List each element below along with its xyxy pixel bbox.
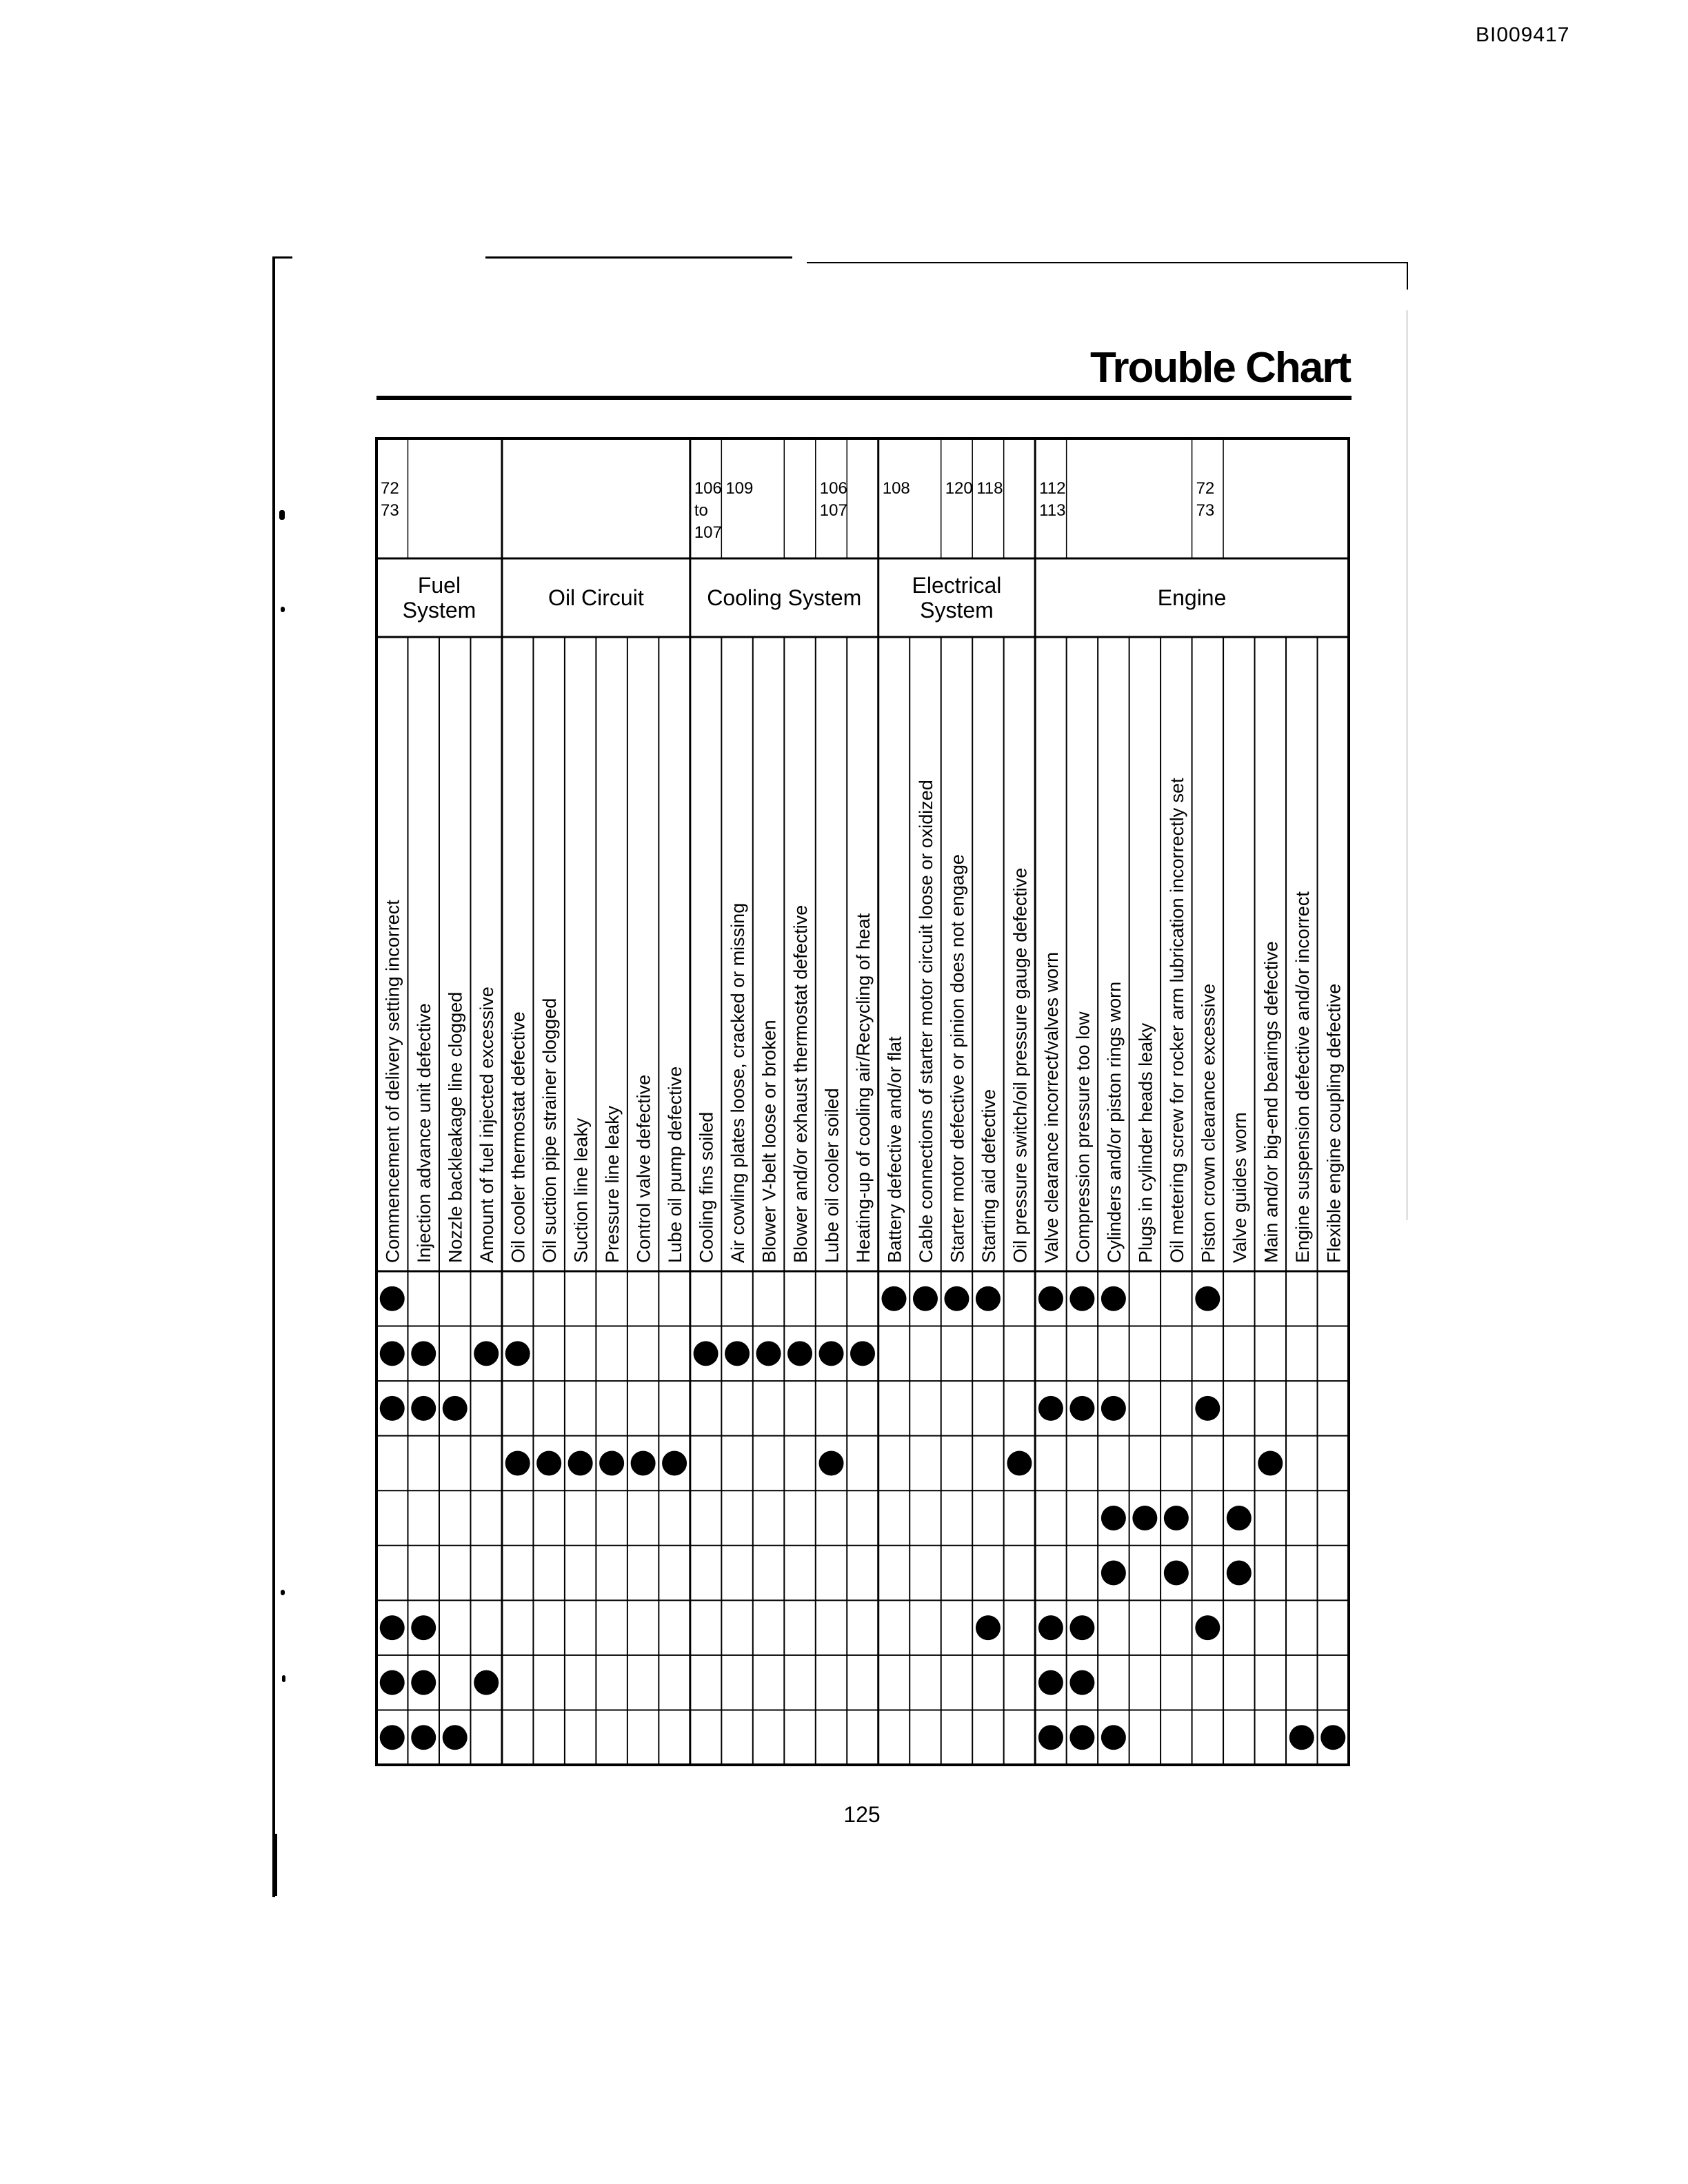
mark-row8-col23 <box>1069 1670 1094 1695</box>
cause-label-6: Suction line leaky <box>570 1118 592 1263</box>
cause-label-28: Main and/or big-end bearings defective <box>1260 941 1282 1263</box>
mark-row1-col17 <box>881 1286 906 1311</box>
page-ref-0: 72 <box>381 479 399 498</box>
mark-row6-col26 <box>1164 1561 1189 1586</box>
mark-row4-col9 <box>631 1450 656 1475</box>
cause-label-0: Commencement of delivery setting incorrect <box>382 900 403 1263</box>
page-number: 125 <box>843 1802 881 1827</box>
mark-row7-col2 <box>411 1615 436 1640</box>
cause-label-22: Compression pressure too low <box>1072 1011 1094 1263</box>
mark-row8-col2 <box>411 1670 436 1695</box>
page-ref-1: 107 <box>694 523 722 542</box>
mark-row2-col1 <box>380 1341 405 1366</box>
mark-row4-col21 <box>1007 1450 1032 1475</box>
mark-row1-col19 <box>944 1286 969 1311</box>
page-ref-0: 73 <box>381 501 399 520</box>
mark-row9-col31 <box>1320 1725 1345 1750</box>
cause-label-10: Cooling fins soiled <box>696 1111 717 1263</box>
group-heading-3: System <box>920 598 994 623</box>
group-heading-2: Cooling System <box>707 585 862 610</box>
mark-row2-col2 <box>411 1341 436 1366</box>
mark-row8-col1 <box>380 1670 405 1695</box>
mark-row5-col28 <box>1227 1506 1252 1530</box>
cause-label-25: Oil metering screw for rocker arm lubrication incorrectly set <box>1166 778 1187 1263</box>
mark-row9-col1 <box>380 1725 405 1750</box>
mark-row2-col11 <box>694 1341 719 1366</box>
mark-row9-col3 <box>443 1725 468 1750</box>
cause-label-2: Nozzle backleakage line clogged <box>445 991 466 1263</box>
mark-row2-col16 <box>850 1341 875 1366</box>
mark-row9-col24 <box>1101 1725 1126 1750</box>
mark-row2-col13 <box>756 1341 781 1366</box>
mark-row3-col3 <box>443 1396 468 1421</box>
mark-row1-col18 <box>913 1286 938 1311</box>
mark-row7-col22 <box>1038 1615 1063 1640</box>
cause-label-30: Flexible engine coupling defective <box>1323 983 1345 1263</box>
mark-row4-col8 <box>599 1450 624 1475</box>
mark-row3-col2 <box>411 1396 436 1421</box>
page-ref-7: 112 <box>1039 479 1066 498</box>
mark-row8-col4 <box>474 1670 499 1695</box>
page-ref-8: 72 <box>1196 479 1215 498</box>
mark-row1-col1 <box>380 1286 405 1311</box>
cause-label-14: Lube oil cooler soiled <box>821 1088 843 1263</box>
page-ref-1: 106 <box>694 479 722 498</box>
group-heading-0: Fuel <box>417 573 461 598</box>
cause-label-23: Cylinders and/or piston rings worn <box>1103 981 1125 1263</box>
mark-row2-col12 <box>725 1341 750 1366</box>
mark-row1-col20 <box>976 1286 1001 1311</box>
page-ref-8: 73 <box>1196 501 1215 520</box>
cause-label-20: Oil pressure switch/oil pressure gauge defective <box>1009 867 1031 1263</box>
mark-row6-col24 <box>1101 1561 1126 1586</box>
cause-label-9: Lube oil pump defective <box>665 1066 686 1263</box>
mark-row5-col25 <box>1132 1506 1157 1530</box>
page-ref-3: 106 <box>819 479 847 498</box>
mark-row9-col2 <box>411 1725 436 1750</box>
page-ref-7: 113 <box>1039 501 1066 520</box>
page-ref-2: 109 <box>725 479 754 498</box>
mark-row1-col23 <box>1069 1286 1094 1311</box>
page-ref-5: 120 <box>945 479 973 498</box>
cause-label-3: Amount of fuel injected excessive <box>476 987 498 1263</box>
cause-label-4: Oil cooler thermostat defective <box>508 1011 529 1263</box>
group-heading-0: System <box>402 598 476 623</box>
cause-label-24: Plugs in cylinder heads leaky <box>1135 1022 1156 1263</box>
mark-row2-col14 <box>787 1341 812 1366</box>
mark-row9-col30 <box>1289 1725 1314 1750</box>
cause-label-26: Piston crown clearance excessive <box>1198 983 1219 1263</box>
mark-row4-col5 <box>505 1450 530 1475</box>
mark-row5-col24 <box>1101 1506 1126 1530</box>
mark-row3-col22 <box>1038 1396 1063 1421</box>
mark-row2-col5 <box>505 1341 530 1366</box>
cause-label-1: Injection advance unit defective <box>414 1003 435 1263</box>
mark-row7-col23 <box>1069 1615 1094 1640</box>
cause-label-5: Oil suction pipe strainer clogged <box>539 998 561 1263</box>
mark-row3-col23 <box>1069 1396 1094 1421</box>
mark-row2-col4 <box>474 1341 499 1366</box>
page-ref-4: 108 <box>882 479 910 498</box>
mark-row1-col24 <box>1101 1286 1126 1311</box>
mark-row9-col22 <box>1038 1725 1063 1750</box>
mark-row4-col6 <box>536 1450 561 1475</box>
cause-label-21: Valve clearance incorrect/valves worn <box>1041 951 1062 1263</box>
mark-row3-col24 <box>1101 1396 1126 1421</box>
cause-label-13: Blower and/or exhaust thermostat defective <box>790 904 812 1263</box>
cause-label-27: Valve guides worn <box>1229 1112 1250 1263</box>
mark-row7-col27 <box>1195 1615 1220 1640</box>
cause-label-7: Pressure line leaky <box>602 1105 623 1263</box>
mark-row4-col29 <box>1258 1450 1283 1475</box>
cause-label-15: Heating-up of cooling air/Recycling of heat <box>853 913 874 1263</box>
page-title: Trouble Chart <box>1089 344 1350 392</box>
mark-row1-col27 <box>1195 1286 1220 1311</box>
mark-row4-col7 <box>568 1450 593 1475</box>
mark-row3-col1 <box>380 1396 405 1421</box>
document-id: BI009417 <box>1476 23 1570 46</box>
mark-row1-col22 <box>1038 1286 1063 1311</box>
mark-row6-col28 <box>1227 1561 1252 1586</box>
page-ref-1: to <box>694 501 708 520</box>
cause-label-29: Engine suspension defective and/or incorrect <box>1292 891 1313 1263</box>
mark-row3-col27 <box>1195 1396 1220 1421</box>
mark-row5-col26 <box>1164 1506 1189 1530</box>
cause-label-8: Control valve defective <box>633 1074 654 1263</box>
group-heading-1: Oil Circuit <box>548 585 644 610</box>
cause-label-16: Battery defective and/or flat <box>884 1036 905 1263</box>
mark-row9-col23 <box>1069 1725 1094 1750</box>
page-ref-6: 118 <box>976 479 1003 498</box>
group-heading-3: Electrical <box>912 573 1002 598</box>
cause-label-19: Starting aid defective <box>978 1089 999 1263</box>
mark-row7-col20 <box>976 1615 1001 1640</box>
mark-row4-col10 <box>662 1450 687 1475</box>
mark-row8-col22 <box>1038 1670 1063 1695</box>
cause-label-11: Air cowling plates loose, cracked or missing <box>727 902 749 1263</box>
cause-label-12: Blower V-belt loose or broken <box>758 1020 780 1263</box>
mark-row4-col15 <box>819 1450 844 1475</box>
mark-row2-col15 <box>819 1341 844 1366</box>
cause-label-18: Starter motor defective or pinion does not engage <box>947 854 968 1263</box>
page-ref-3: 107 <box>819 501 847 520</box>
cause-label-17: Cable connections of starter motor circuit loose or oxidized <box>915 780 936 1263</box>
mark-row7-col1 <box>380 1615 405 1640</box>
group-heading-4: Engine <box>1157 585 1227 610</box>
